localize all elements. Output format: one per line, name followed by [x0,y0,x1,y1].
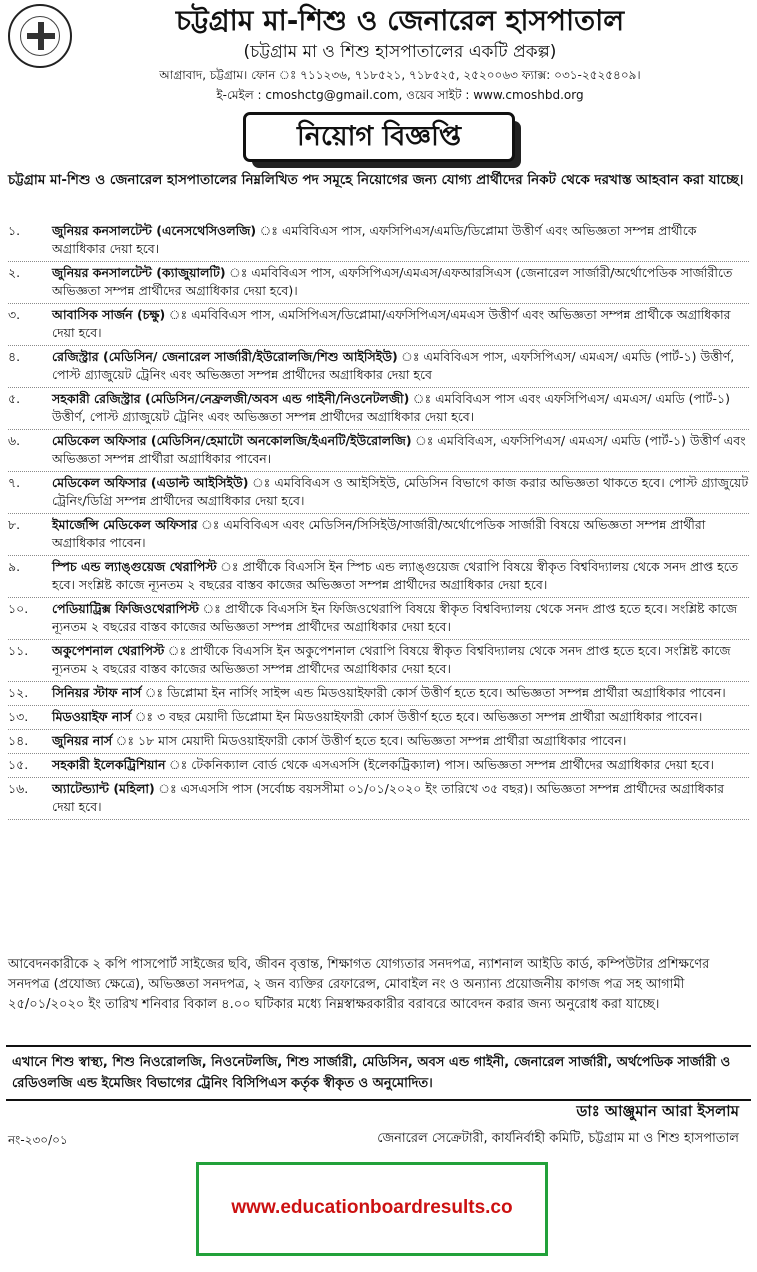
position-description: ঃ এমবিবিএস পাস, এমসিপিএস/ডিপ্লোমা/এফসিপিএস/এমএস উত্তীর্ণ এবং অভিজ্ঞতা সম্পন্ন প্রার্থীকে অগ্রাধিকার দেয়া হবে। [52,307,731,340]
position-title: মেডিকেল অফিসার (মেডিসিন/হেমাটো অনকোলজি/ইএনটি/ইউরোলজি) [52,433,412,448]
header [0,0,757,110]
position-body [52,222,749,258]
hospital-logo [8,4,72,68]
position-description: ঃ ডিপ্লোমা ইন নার্সিং সাইন্স এন্ড মিডওয়াইফারী কোর্স উত্তীর্ণ হতে হবে। অভিজ্ঞতা সম্পন্ন প্রার্থীরা অগ্রাধিকার পাবেন। [163,685,726,700]
signatory-name: ডাঃ আঞ্জুমান আরা ইসলাম [576,1102,739,1120]
position-title: জুনিয়র নার্স [52,733,113,748]
position-item [8,262,749,304]
position-body [52,756,749,774]
position-description: ঃ প্রার্থীকে বিএসসি ইন অকুপেশনাল থেরাপি বিষয়ে স্বীকৃত বিশ্ববিদ্যালয় থেকে সনদ প্রাপ্ত হতে হবে। সংশ্লিষ্ট কাজে ন্যূনতম ২ বছরের বাস্তব কাজের অভিজ্ঞতা সম্পন্ন প্রার্থীদের অগ্রাধিকার দেয়া হবে। [52,643,731,676]
position-body [52,732,749,750]
notice-banner [243,112,515,162]
application-instructions: আবেদনকারীকে ২ কপি পাসপোর্ট সাইজের ছবি, জীবন বৃত্তান্ত, শিক্ষাগত যোগ্যতার সনদপত্র, ন্যাশনাল আইডি কার্ড, কম্পিউটার প্রশিক্ষণের সনদপত্র (প্রযোজ্য ক্ষেত্রে), অভিজ্ঞতা সনদপত্র, ২ জন ব্যক্তির রেফারেন্স, মোবাইল নং ও অন্যান্য প্রয়োজনীয় কাগজ পত্র সহ আগামী ২৫/০১/২০২০ ইং তারিখ শনিবার বিকাল ৪.০০ ঘটিকার মধ্যে নিম্নস্বাক্ষরকারীর বরাবরে আবেদন করার জন্য অনুরোধ করা যাচ্ছে। [8,957,710,1012]
position-item [8,706,749,730]
accreditation-notice: এখানে শিশু স্বাস্থ্য, শিশু নিওরোলজি, নিওনেটলজি, শিশু সার্জারী, মেডিসিন, অবস এন্ড গাইনী, জেনারেল সার্জারী, অর্থপেডিক সার্জারী ও রেডিওলজি এন্ড ইমেজিং বিভাগের ট্রেনিং বিসিপিএস কর্তৃক স্বীকৃত ও অনুমোদিত। [6,1045,751,1101]
position-number: ১৪. [8,733,29,748]
position-description: ঃ ১৮ মাস মেয়াদী মিডওয়াইফারী কোর্স উত্তীর্ণ হতে হবে। অভিজ্ঞতা সম্পন্ন প্রার্থীরা অগ্রাধিকার পাবেন। [134,733,627,748]
position-description: ঃ এমবিবিএস পাস, এফসিপিএস/এমডি/ডিপ্লোমা উত্তীর্ণ এবং অভিজ্ঞতা সম্পন্ন প্রার্থীকে অগ্রাধিকার দেয়া হবে। [52,223,697,256]
position-item [8,388,749,430]
position-body [52,474,749,510]
position-description: ঃ টেকনিক্যাল বোর্ড থেকে এসএসসি (ইলেকট্রিক্যাল) পাস। অভিজ্ঞতা সম্পন্ন প্রার্থীদের অগ্রাধিকার দেয়া হবে। [187,757,714,772]
positions-list [8,220,749,820]
position-item [8,730,749,754]
position-item [8,346,749,388]
position-number: ১৫. [8,757,29,772]
position-item [8,430,749,472]
position-title: সহকারী রেজিস্ট্রার (মেডিসিন/নেফ্রলজী/অবস এন্ড গাইনী/নিওনেটলজী) [52,391,410,406]
position-number: ৬. [8,433,21,448]
position-item [8,514,749,556]
position-body [52,558,749,594]
position-title: মিডওয়াইফ নার্স [52,709,132,724]
intro-text: চট্টগ্রাম মা-শিশু ও জেনারেল হাসপাতালের নিম্নলিখিত পদ সমূহে নিয়োগের জন্য যোগ্য প্রার্থীদের নিকট থেকে দরখাস্ত আহবান করা যাচ্ছে। [8,172,744,188]
position-body [52,306,749,342]
position-number: ২. [8,265,21,280]
position-description: ঃ এসএসসি পাস (সর্বোচ্চ বয়সসীমা ০১/০১/২০২০ ইং তারিখে ৩৫ বছর)। অভিজ্ঞতা সম্পন্ন প্রার্থীদের অগ্রাধিকার দেয়া হবে। [52,781,725,814]
position-title: সিনিয়র স্টাফ নার্স [52,685,142,700]
website-box [196,1162,548,1256]
position-item [8,778,749,820]
position-item [8,682,749,706]
position-description: ঃ এমবিবিএস, এফসিপিএস/ এমএস/ এমডি (পার্ট-১) উত্তীর্ণ এবং অভিজ্ঞতা সম্পন্ন প্রার্থীরা অগ্রাধিকার পাবেন। [52,433,746,466]
position-number: ৩. [8,307,21,322]
position-item [8,556,749,598]
position-body [52,516,749,552]
reference-number: নং-২৩০/০১ [8,1133,68,1147]
position-item [8,304,749,346]
position-description: ঃ প্রার্থীকে বিএসসি ইন ফিজিওথেরাপি বিষয়ে স্বীকৃত বিশ্ববিদ্যালয় থেকে সনদ প্রাপ্ত হতে হবে। সংশ্লিষ্ট কাজে ন্যূনতম ২ বছরের বাস্তব কাজের অভিজ্ঞতা সম্পন্ন প্রার্থীদের অগ্রাধিকার দেয়া হবে। [52,601,738,634]
position-description: ঃ ৩ বছর মেয়াদী ডিপ্লোমা ইন মিডওয়াইফারী কোর্স উত্তীর্ণ হতে হবে। অভিজ্ঞতা সম্পন্ন প্রার্থীরা অগ্রাধিকার পাবেন। [153,709,703,724]
banner-title: নিয়োগ বিজ্ঞপ্তি [296,121,462,152]
website-url[interactable]: www.educationboardresults.co [231,1197,513,1218]
signatory-title: জেনারেল সেক্রেটারী, কার্যনির্বাহী কমিটি, চট্টগ্রাম মা ও শিশু হাসপাতাল [377,1131,739,1146]
position-title: অ্যাটেন্ড্যান্ট (মহিলা) [52,781,155,796]
position-item [8,598,749,640]
position-number: ৮. [8,517,21,532]
hospital-name: চট্টগ্রাম মা-শিশু ও জেনারেল হাসপাতাল [175,4,625,37]
position-title: আবাসিক সার্জন (চক্ষু) [52,307,166,322]
position-number: ৭. [8,475,21,490]
position-title: জুনিয়র কনসালটেন্ট (ক্যাজুয়ালটি) [52,265,226,280]
position-title: অকুপেশনাল থেরাপিস্ট [52,643,165,658]
position-body [52,348,749,384]
position-description: ঃ এমবিবিএস ও আইসিইউ, মেডিসিন বিভাগে কাজ করার অভিজ্ঞতা থাকতে হবে। পোস্ট গ্র্যাজুয়েট ট্রেনিং/ডিগ্রি সম্পন্ন প্রার্থীদের অগ্রাধিকার দেয়া হবে। [52,475,749,508]
address-line: আগ্রাবাদ, চট্টগ্রাম। ফোন ঃ ৭১১২৩৬, ৭১৮৫২১, ৭১৮৫২৫, ২৫২০০৬৩ ফ্যাক্স: ০৩১-২৫২৫৪০৯। [159,68,641,82]
position-title: রেজিস্ট্রার (মেডিসিন/ জেনারেল সার্জারী/ইউরোলজি/শিশু আইসিইউ) [52,349,398,364]
position-body [52,780,749,816]
position-number: ৯. [8,559,21,574]
position-title: সহকারী ইলেকট্রিশিয়ান [52,757,166,772]
position-number: ১৩. [8,709,29,724]
position-item [8,640,749,682]
position-description: ঃ এমবিবিএস এবং মেডিসিন/সিসিইউ/সার্জারী/অর্থোপেডিক সার্জারী বিষয়ে অভিজ্ঞতা সম্পন্ন প্রার্থীরা অগ্রাধিকার পাবেন। [52,517,706,550]
position-item [8,220,749,262]
position-description: ঃ এমবিবিএস পাস, এফসিপিএস/এমএস/এফআরসিএস (জেনারেল সার্জারী/অর্থোপেডিক সার্জারীতে অভিজ্ঞতা সম্পন্ন প্রার্থীদের অগ্রাধিকার দেয়া হবে)। [52,265,733,298]
position-body [52,684,749,702]
position-title: পেডিয়াট্রিক্স ফিজিওথেরাপিস্ট [52,601,200,616]
position-number: ১. [8,223,21,238]
position-body [52,708,749,726]
position-number: ৫. [8,391,21,406]
hospital-subtitle: (চট্টগ্রাম মা ও শিশু হাসপাতালের একটি প্রকল্প) [243,42,557,62]
position-item [8,754,749,778]
contact-line: ই-মেইল : cmoshctg@gmail.com, ওয়েব সাইট : www.cmoshbd.org [216,88,584,102]
position-description: ঃ এমবিবিএস পাস, এফসিপিএস/ এমএস/ এমডি (পার্ট-১) উত্তীর্ণ, পোস্ট গ্র্যাজুয়েট ট্রেনিং এবং অভিজ্ঞতা সম্পন্ন প্রার্থীদের অগ্রাধিকার দেয়া হবে [52,349,735,382]
position-body [52,390,749,426]
position-body [52,432,749,468]
position-body [52,642,749,678]
position-number: ১০. [8,601,29,616]
position-title: মেডিকেল অফিসার (এডাল্ট আইসিইউ) [52,475,249,490]
position-number: ৪. [8,349,21,364]
position-title: স্পিচ এন্ড ল্যাঙ্গুয়েজ থেরাপিস্ট [52,559,217,574]
position-title: ইমার্জেন্সি মেডিকেল অফিসার [52,517,198,532]
position-body [52,600,749,636]
position-description: ঃ এমবিবিএস পাস এবং এফসিপিএস/ এমএস/ এমডি (পার্ট-১) উত্তীর্ণ, পোস্ট গ্র্যাজুয়েট ট্রেনিং এবং অভিজ্ঞতা সম্পন্ন প্রার্থীদের অগ্রাধিকার দেয়া হবে। [52,391,730,424]
position-number: ১৬. [8,781,29,796]
position-number: ১২. [8,685,29,700]
position-number: ১১. [8,643,29,658]
position-description: ঃ প্রার্থীকে বিএসসি ইন স্পিচ এন্ড ল্যাঙ্গুয়েজ থেরাপি বিষয়ে স্বীকৃত বিশ্ববিদ্যালয় থেকে সনদ প্রাপ্ত হতে হবে। সংশ্লিষ্ট কাজে ন্যূনতম ২ বছরের বাস্তব কাজের অভিজ্ঞতা সম্পন্ন প্রার্থীদের অগ্রাধিকার দেয়া হবে। [52,559,739,592]
position-body [52,264,749,300]
position-title: জুনিয়র কনসালটেন্ট (এনেসথেসিওলজি) [52,223,257,238]
position-item [8,472,749,514]
